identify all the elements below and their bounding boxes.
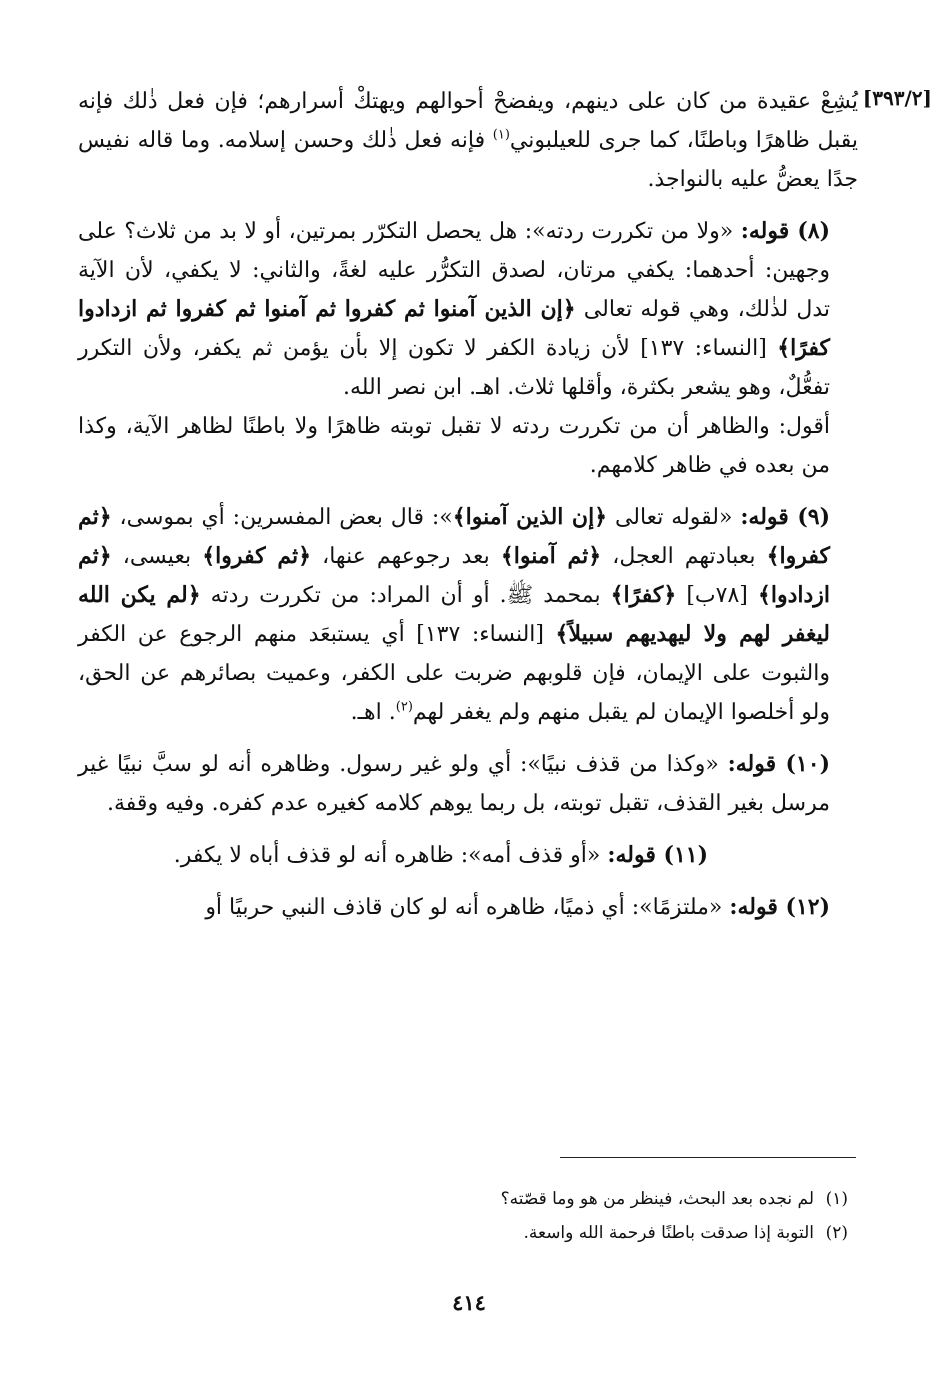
text-run: [النساء: ١٣٧] أي يستبعَد منهم الرجوع عن الكفر والثبوت على الإيمان، فإن قلوبهم ضربت على الكفر، وعميت بصائرهم عن الحق، ولو أخلصوا الإيمان لم يقبل منهم ولم يغفر لهم: [78, 622, 830, 725]
text-run: [٧٨ب]: [676, 583, 758, 608]
paragraph-9: [78, 498, 858, 732]
text-run: «أو قذف أمه»: ظاهره أنه لو قذف أباه لا يكفر.: [173, 843, 608, 868]
text-run: بمحمد ﷺ. أو أن المراد: من تكررت ردته: [200, 583, 611, 608]
footnote-number: (١): [825, 1189, 848, 1209]
main-text: [78, 82, 858, 940]
paragraph-8: [78, 212, 858, 485]
text-run: بعد رجوعهم عنها،: [311, 544, 501, 569]
text-run: بعيسى،: [111, 544, 203, 569]
note-number: (١٠) قوله:: [727, 751, 830, 777]
text-run: [النساء: ١٣٧] لأن زيادة الكفر لا تكون إلا بأن يؤمن ثم يكفر، ولأن التكرر تفعُّلٌ، وهو يشعر بكثرة، وأقلها ثلاث. اهـ. ابن نصر الله.: [78, 336, 830, 400]
marginal-reference: [٣٩٣/٢]: [862, 86, 932, 110]
verse-quote: ﴿ثم ازدادوا﴾: [78, 543, 831, 608]
footnote-1: [78, 1182, 858, 1216]
text-run: »: قال بعض المفسرين: أي بموسى،: [111, 505, 453, 530]
paragraph-1: [78, 82, 858, 199]
text-run: أقول: والظاهر أن من تكررت ردته لا تقبل توبته ظاهرًا ولا باطنًا لظاهر الآية، وكذا من بعده في ظاهر كلامهم.: [78, 414, 830, 478]
verse-quote: ﴿ثم آمنوا﴾: [500, 543, 602, 569]
footnotes: [78, 1182, 858, 1250]
text-run: فإنه فعل ذٰلك وحسن إسلامه. وما قاله نفيس جدًا يعضُّ عليه بالنواجذ.: [78, 128, 858, 192]
note-number: (٩) قوله:: [740, 504, 831, 530]
footnote-ref-1[interactable]: (١): [492, 127, 510, 143]
text-run: يُشِعْ عقيدة من كان على دينهم، ويفضحْ أحوالهم ويهتكْ أسرارهم؛ فإن فعل ذٰلك فإنه يقبل ظاهرًا وباطنًا، كما جرى للعيلبوني: [78, 89, 858, 153]
note-number: (٨) قوله:: [740, 218, 830, 244]
footnote-text: لم نجده بعد البحث، فينظر من هو وما قصّته؟: [500, 1189, 814, 1209]
footnote-ref-2[interactable]: (٢): [395, 699, 413, 715]
verse-quote: ﴿إن الذين آمنوا﴾: [452, 504, 608, 530]
text-run: «لقوله تعالى: [607, 505, 741, 530]
verse-quote: ﴿كفرًا﴾: [610, 582, 677, 608]
verse-quote: ﴿ثم كفروا﴾: [202, 543, 312, 569]
paragraph-10: [78, 745, 858, 823]
footnote-divider: [560, 1157, 856, 1158]
paragraph-11: [78, 836, 858, 875]
verse-quote: ﴿ثم كفروا﴾: [78, 504, 831, 569]
note-number: (١١) قوله:: [607, 842, 708, 868]
text-run: بعبادتهم العجل،: [601, 544, 767, 569]
verse-quote: ﴿إن الذين آمنوا ثم كفروا ثم آمنوا ثم كفروا ثم ازدادوا كفرًا﴾: [78, 296, 831, 361]
footnote-2: [78, 1216, 858, 1250]
verse-quote: ﴿لم يكن الله ليغفر لهم ولا ليهديهم سبيلاً﴾: [78, 582, 831, 647]
footnote-text: التوبة إذا صدقت باطنًا فرحمة الله واسعة.: [523, 1223, 814, 1243]
text-run: . اهـ.: [350, 700, 396, 725]
text-run: «ولا من تكررت ردته»: هل يحصل التكرّر بمرتين، أو لا بد من ثلاث؟ على وجهين: أحدهما: يكفي مرتان، لصدق التكرُّر عليه لغةً، والثاني: لا يكفي، لأن الآية تدل لذٰلك، وهي قوله تعالى: [78, 219, 830, 322]
note-number: (١٢) قوله:: [729, 894, 830, 920]
text-run: «وكذا من قذف نبيًا»: أي ولو غير رسول. وظاهره أنه لو سبَّ نبيًا غير مرسل بغير القذف، تقبل توبته، بل ربما يوهم كلامه كغيره عدم كفره. وفيه وقفة.: [78, 752, 830, 816]
footnote-number: (٢): [825, 1223, 848, 1243]
paragraph-12: [78, 888, 858, 927]
page-number: ٤١٤: [452, 1290, 486, 1315]
text-run: «ملتزمًا»: أي ذميًا، ظاهره أنه لو كان قاذف النبي حربيًا أو: [205, 895, 730, 920]
